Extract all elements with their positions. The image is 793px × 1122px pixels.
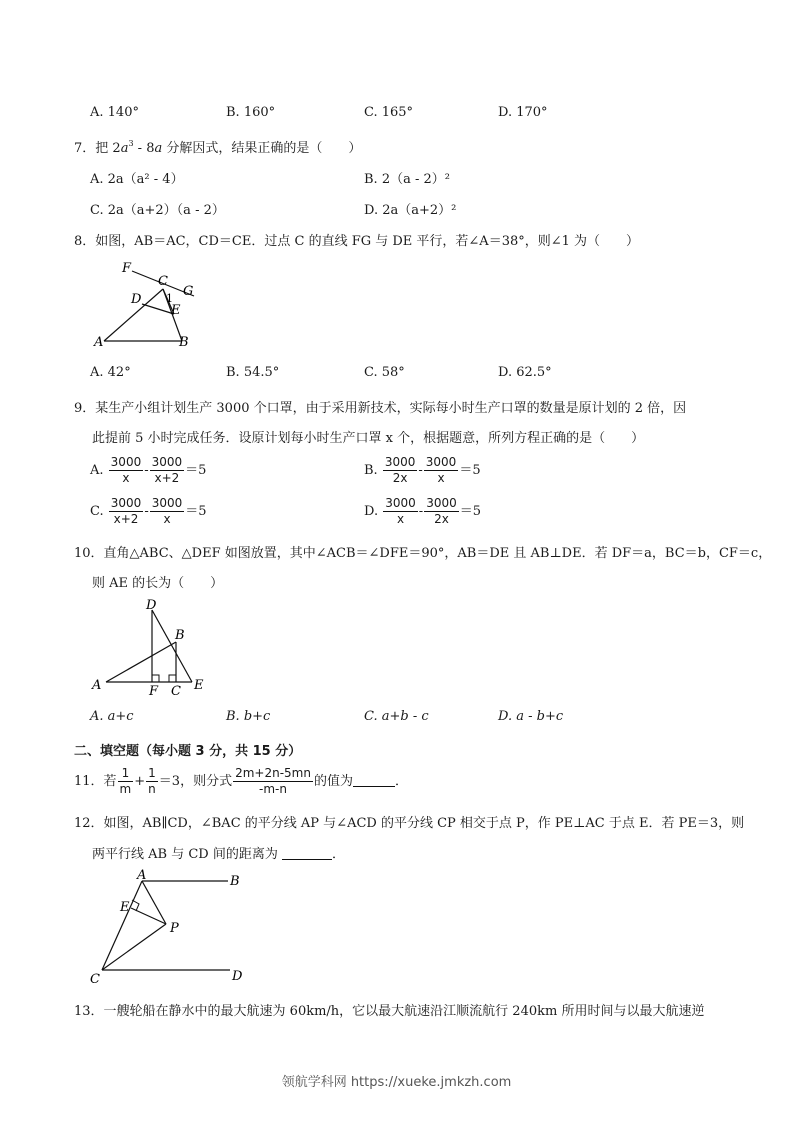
- q7-option-b: B. 2（a - 2）²: [364, 172, 450, 187]
- fraction: $\frac{3000}{x+2}$: [151, 455, 183, 485]
- q9-option-d: D. $\frac{3000}{x}$ - $\frac{3000}{2x}$ ＝5: [364, 496, 482, 526]
- q6-option-a: A. 140°: [90, 105, 139, 120]
- q8-label-D: D: [131, 292, 142, 307]
- q10-label-E: E: [194, 678, 204, 693]
- q10-option-c: C. a+b - c: [364, 709, 429, 724]
- q12-label-P: P: [170, 921, 179, 936]
- q6-option-b: B. 160°: [226, 105, 276, 120]
- q7-option-d: D. 2a（a+2）²: [364, 203, 457, 218]
- q12-label-A: A: [137, 868, 147, 883]
- q9-stem-line1: 9．某生产小组计划生产 3000 个口罩，由于采用新技术，实际每小时生产口罩的数量是原计划的 2 倍，因: [74, 401, 687, 416]
- q8-label-C: C: [158, 274, 168, 289]
- q8-option-a: A. 42°: [90, 365, 131, 380]
- q12-label-B: B: [230, 874, 240, 889]
- q8-label-F: F: [122, 261, 132, 276]
- fraction: $\frac{3000}{x}$: [110, 455, 142, 485]
- fraction: $\frac{1}{m}$: [119, 766, 132, 796]
- fraction: $\frac{3000}{x}$: [151, 496, 183, 526]
- q10-option-b: B. b+c: [226, 709, 271, 724]
- q8-label-B: B: [179, 335, 189, 350]
- fraction: $\frac{3000}{2x}$: [426, 496, 457, 526]
- q6-option-d: D. 170°: [498, 105, 548, 120]
- q12-label-D: D: [232, 969, 243, 984]
- q10-option-d: D. a - b+c: [498, 709, 564, 724]
- q13-stem-line1: 13．一艘轮船在静水中的最大航速为 60km/h，它以最大航速沿江顺流航行 240km 所用时间与以最大航速逆: [74, 1004, 705, 1019]
- q9-option-b: B. $\frac{3000}{2x}$ - $\frac{3000}{x}$ ＝5: [364, 455, 481, 485]
- q7-option-a: A. 2a（a² - 4）: [90, 172, 184, 187]
- fraction: $\frac{3000}{x}$: [425, 455, 457, 485]
- q12-label-E: E: [120, 900, 130, 915]
- fraction: $\frac{3000}{x}$: [385, 496, 416, 526]
- q8-label-G: G: [183, 284, 194, 299]
- answer-blank[interactable]: [353, 773, 395, 787]
- q12-stem-line1: 12．如图，AB∥CD，∠BAC 的平分线 AP 与∠ACD 的平分线 CP 相交于点 P，作 PE⊥AC 于点 E．若 PE＝3，则: [74, 816, 745, 831]
- q10-label-A: A: [92, 678, 102, 693]
- q10-label-C: C: [171, 684, 181, 696]
- q9-option-c: C. $\frac{3000}{x+2}$ - $\frac{3000}{x}$ ＝5: [90, 496, 207, 526]
- q8-option-b: B. 54.5°: [226, 365, 280, 380]
- fraction: $\frac{3000}{x+2}$: [110, 496, 142, 526]
- q10-figure: [88, 596, 218, 696]
- q8-label-A: A: [94, 335, 104, 350]
- q6-option-c: C. 165°: [364, 105, 414, 120]
- q10-label-D: D: [146, 598, 157, 613]
- q9-option-a: A. $\frac{3000}{x}$ - $\frac{3000}{x+2}$ ＝5: [90, 455, 207, 485]
- q8-stem: 8．如图，AB＝AC，CD＝CE．过点 C 的直线 FG 与 DE 平行，若∠A＝38°，则∠1 为（ ）: [74, 234, 640, 249]
- answer-blank[interactable]: [282, 846, 332, 860]
- q8-option-c: C. 58°: [364, 365, 405, 380]
- section-heading: 二、填空题（每小题 3 分，共 15 分）: [74, 744, 302, 759]
- q12-label-C: C: [90, 972, 100, 986]
- q10-stem-line1: 10．直角△ABC、△DEF 如图放置，其中∠ACB＝∠DFE＝90°，AB＝DE 且 AB⊥DE．若 DF＝a，BC＝b，CF＝c，: [74, 546, 772, 561]
- q10-stem-line2: 则 AE 的长为（ ）: [92, 576, 224, 591]
- fraction: $\frac{3000}{2x}$: [384, 455, 416, 485]
- q12-figure: [86, 866, 256, 986]
- q8-label-1: 1: [166, 292, 173, 305]
- q7-option-c: C. 2a（a+2）（a - 2）: [90, 203, 225, 218]
- footer-watermark: 领航学科网 https://xueke.jmkzh.com: [281, 1075, 512, 1090]
- q7-stem: 7．把 $2a^3 - 8a$ 分解因式，结果正确的是（ ）: [74, 139, 362, 156]
- q10-option-a: A. a+c: [90, 709, 134, 724]
- fraction: $\frac{2m+2n-5mn}{-m-n}$: [235, 766, 311, 796]
- q8-label-E: E: [171, 303, 181, 318]
- q8-option-d: D. 62.5°: [498, 365, 552, 380]
- q10-label-F: F: [149, 684, 159, 696]
- q8-figure: [90, 258, 210, 353]
- q12-stem-line2: 两平行线 AB 与 CD 间的距离为 ．: [92, 847, 345, 862]
- q11-stem: 11．若 $\frac{1}{m}$ + $\frac{1}{n}$ ＝3，则分式 $\frac{2m+2n-5mn}{-m-n}$ 的值为 ．: [74, 766, 408, 796]
- q10-label-B: B: [175, 628, 185, 643]
- fraction: $\frac{1}{n}$: [148, 766, 156, 796]
- q9-stem-line2: 此提前 5 小时完成任务．设原计划每小时生产口罩 x 个，根据题意，所列方程正确的是（ ）: [92, 431, 645, 446]
